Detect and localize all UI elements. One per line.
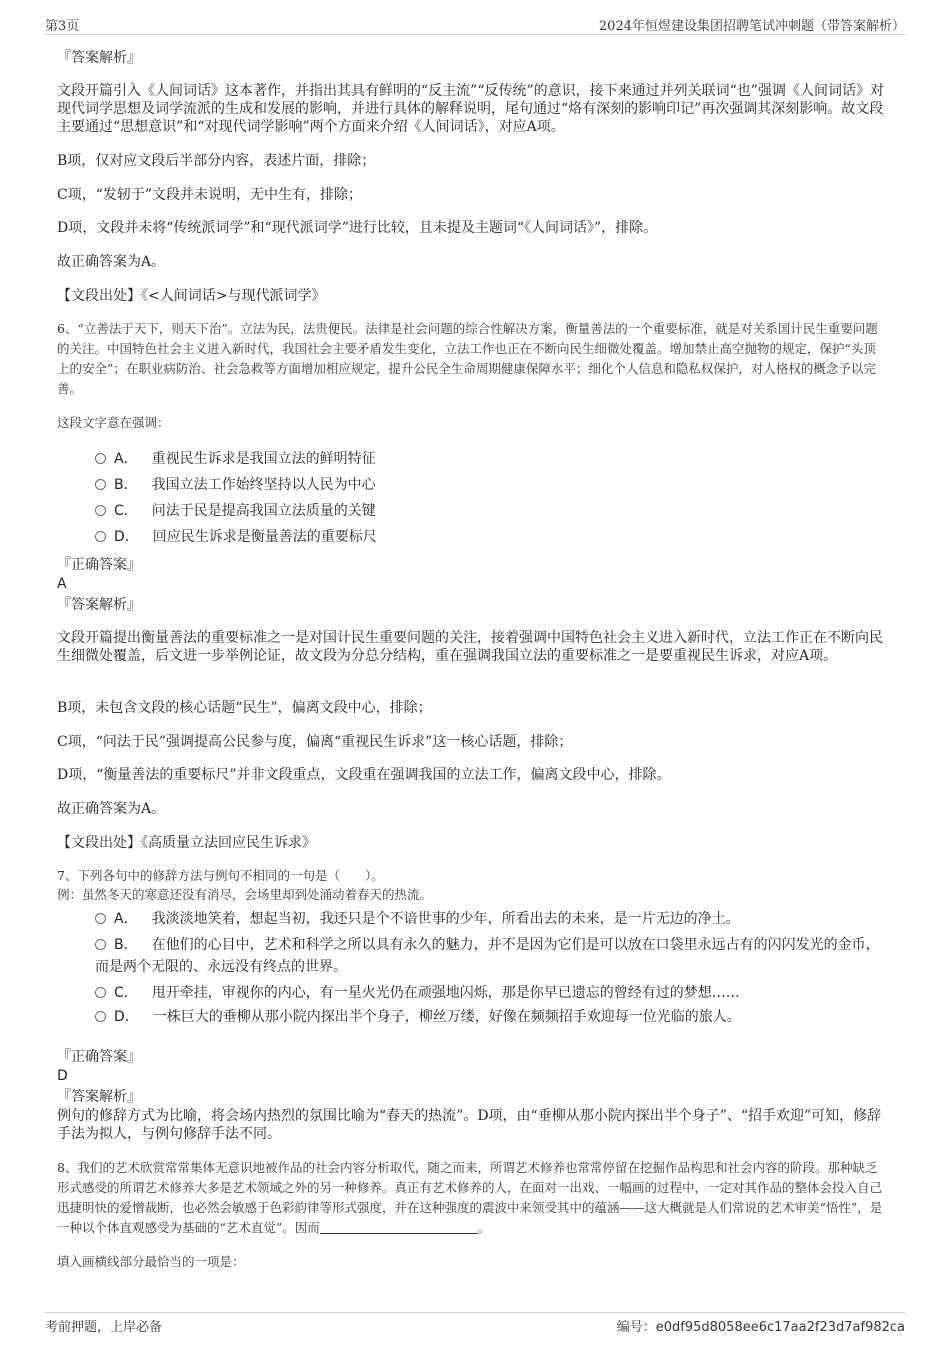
q5-analysis-text: 文段开篇引入《人间词话》这本著作，并指出其具有鲜明的“反主流”“反传统”的意识，接下来通过并列关联词“也”强调《人间词话》对现代词学思想及词学流派的生成和发展的影响，并进行具体的解释说明，尾句通过“烙有深刻的影响印记”再次强调其深刻影响。故文段主要通过“思想意识”和“对现代词学影响”两个方面来介绍《人间词话》，对应A项。 [57, 83, 884, 135]
option-text: 问法于民是提高我国立法质量的关键 [151, 503, 376, 519]
q6-correct-label: 『正确答案』 [57, 557, 141, 573]
page-footer [45, 1312, 905, 1335]
option-letter: A． [114, 451, 138, 467]
q7-option-a[interactable] [95, 908, 880, 930]
q6-conclusion: 故正确答案为A。 [57, 801, 166, 817]
q5-analysis-label: 『答案解析』 [57, 50, 141, 66]
q5-c-note: C项，“发轫于”文段并未说明，无中生有，排除； [57, 187, 363, 203]
q7-option-b[interactable] [95, 934, 880, 978]
radio-icon[interactable] [95, 913, 106, 924]
q7-example: 例：虽然冬天的寒意还没有消尽，会场里却到处涌动着春天的热流。 [57, 887, 433, 902]
code-value: e0df95d8058ee6c17aa2f23d7af982ca [655, 1320, 905, 1335]
q5-b-note: B项，仅对应文段后半部分内容，表述片面，排除； [57, 153, 376, 169]
option-letter: B． [114, 477, 138, 493]
option-letter: C． [114, 503, 138, 519]
q7-option-d[interactable] [95, 1006, 880, 1028]
option-letter: D． [114, 529, 139, 545]
q6-stem: 6、“立善法于天下，则天下治”。立法为民，法贵便民。法律是社会问题的综合性解决方案，衡量善法的一个重要标准，就是对关系国计民生重要问题的关注。中国特色社会主义进入新时代，我国社会主要矛盾发生变化，立法工作也正在不断向民生细微处覆盖。增加禁止高空抛物的规定，保护“头顶上的安全”；在职业病防治、社会急救等方面增加相应规定，提升公民全生命周期健康保障水平；细化个人信息和隐私权保护，对人格权的概念予以完善。 [57, 321, 878, 396]
q6-option-b[interactable] [95, 474, 880, 496]
q8-stem [57, 1158, 888, 1238]
q6-b-note: B项，未包含文段的核心话题“民生”，偏离文段中心，排除； [57, 700, 432, 716]
code-label: 编号： [616, 1320, 656, 1335]
q8-stem-end: 。 [477, 1220, 491, 1235]
document-code [617, 1316, 905, 1335]
option-text: 回应民生诉求是衡量善法的重要标尺 [152, 529, 377, 545]
page-header [45, 12, 905, 35]
radio-icon[interactable] [95, 939, 106, 950]
option-letter: C． [114, 985, 138, 1001]
option-text: 我国立法工作始终坚持以人民为中心 [151, 477, 376, 493]
q6-d-note: D项，“衡量善法的重要标尺”并非文段重点，文段重在强调我国的立法工作，偏离文段中心，排除。 [57, 767, 671, 783]
q6-option-c[interactable] [95, 500, 880, 522]
q6-option-a[interactable] [95, 448, 880, 470]
document-title: 2024年恒煜建设集团招聘笔试冲刺题（带答案解析） [598, 19, 905, 34]
radio-icon[interactable] [95, 453, 106, 464]
q6-prompt: 这段文字意在强调： [57, 415, 170, 430]
radio-icon[interactable] [95, 1011, 106, 1022]
q5-source: 【文段出处】《<人间词话>与现代派词学》 [57, 288, 326, 304]
page-number: 第3页 [45, 19, 80, 34]
option-text: 在他们的心目中，艺术和科学之所以具有永久的魅力，并不是因为它们是可以放在口袋里永远占有的闪闪发光的金币，而是两个无限的、永远没有终点的世界。 [95, 937, 880, 975]
q6-analysis-text: 文段开篇提出衡量善法的重要标准之一是对国计民生重要问题的关注，接着强调中国特色社会主义进入新时代，立法工作正在不断向民生细微处覆盖，后文进一步举例论证，故文段为分总分结构，重在强调我国立法的重要标准之一是要重视民生诉求，对应A项。 [57, 630, 883, 664]
q7-stem: 7、下列各句中的修辞方法与例句不相同的一句是（ ）。 [57, 868, 384, 883]
option-letter: B． [114, 937, 138, 953]
option-text: 甩开牵挂，审视你的内心，有一星火光仍在顽强地闪烁，那是你早已遗忘的曾经有过的梦想…… [151, 985, 740, 1001]
q7-option-c[interactable] [95, 982, 880, 1004]
q6-correct-answer: A [57, 576, 67, 592]
q7-analysis-label: 『答案解析』 [57, 1089, 141, 1105]
fill-blank [320, 1221, 478, 1234]
option-text: 重视民生诉求是我国立法的鲜明特征 [151, 451, 376, 467]
q8-prompt: 填入画横线部分最恰当的一项是： [57, 1254, 245, 1269]
q7-analysis-text: 例句的修辞方式为比喻，将会场内热烈的氛围比喻为“春天的热流”。D项，由“垂柳从那小院内探出半个身子”、“招手欢迎”可知，修辞手法为拟人，与例句修辞手法不同。 [57, 1108, 882, 1142]
footer-slogan: 考前押题，上岸必备 [45, 1320, 163, 1335]
q7-correct-answer: D [57, 1068, 68, 1084]
option-letter: A． [114, 911, 138, 927]
q6-option-d[interactable] [95, 526, 880, 548]
radio-icon[interactable] [95, 987, 106, 998]
q5-conclusion: 故正确答案为A。 [57, 254, 166, 270]
option-letter: D． [114, 1009, 139, 1025]
option-text: 一株巨大的垂柳从那小院内探出半个身子，柳丝万缕，好像在频频招手欢迎每一位光临的旅人。 [152, 1009, 741, 1025]
radio-icon[interactable] [95, 505, 106, 516]
radio-icon[interactable] [95, 531, 106, 542]
q7-correct-label: 『正确答案』 [57, 1049, 141, 1065]
q5-d-note: D项，文段并未将“传统派词学”和“现代派词学”进行比较，且未提及主题词“《人间词话》”，排除。 [57, 220, 658, 236]
radio-icon[interactable] [95, 479, 106, 490]
q6-c-note: C项，“问法于民”强调提高公民参与度，偏离“重视民生诉求”这一核心话题，排除； [57, 734, 573, 750]
q6-source: 【文段出处】《高质量立法回应民生诉求》 [57, 835, 316, 851]
option-text: 我淡淡地笑着，想起当初，我还只是个不谙世事的少年，所看出去的未来，是一片无边的净土。 [151, 911, 740, 927]
q6-analysis-label: 『答案解析』 [57, 597, 141, 613]
q8-stem-text: 8、我们的艺术欣赏常常集体无意识地被作品的社会内容分析取代，随之而来，所谓艺术修养也常常停留在挖掘作品构思和社会内容的阶段。那种缺乏形式感受的所谓艺术修养大多是艺术领域之外的另一种修养。真正有艺术修养的人，在面对一出戏、一幅画的过程中，一定对其作品的整体会投入自己迅捷明快的爱憎裁断，也必然会敏感于色彩韵律等形式强度，并在这种强度的震波中来领受其中的蕴涵——这大概就是人们常说的艺术审美“悟性”，是一种以个体直观感受为基础的“艺术直觉”。因而 [57, 1160, 883, 1235]
